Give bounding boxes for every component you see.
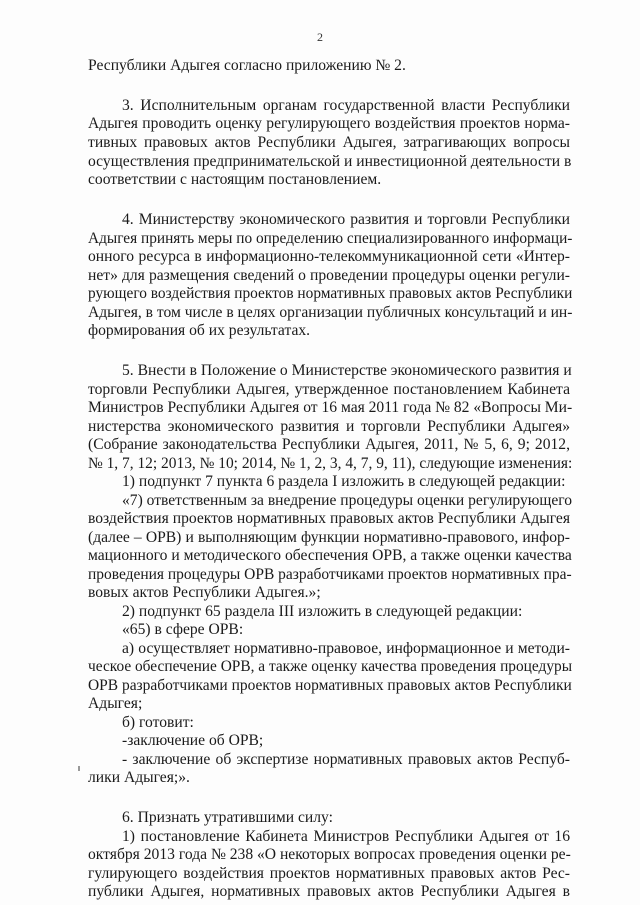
text-line: - заключение об экспертизе нормативных правовых актов Респуб-: [122, 751, 570, 768]
text-line: торговли Республики Адыгея, утвержденное постановлением Кабинета: [88, 381, 570, 398]
page-number: 2: [317, 30, 323, 44]
text-line: б) готовит:: [122, 714, 194, 731]
text-line: мационного и методического обеспечения ОРВ, а также оценки качества: [88, 547, 572, 564]
text-line: формирования об их результатах.: [88, 322, 311, 339]
text-line: проведения процедуры ОРВ разработчиками проектов нормативных пра-: [88, 566, 572, 583]
text-line: тивных правовых актов Республики Адыгея, затрагивающих вопросы: [88, 134, 570, 151]
text-line: рующего воздействия проектов нормативных правовых актов Республики: [88, 285, 573, 302]
text-line: Адыгея проводить оценку регулирующего воздействия проектов норма-: [88, 115, 570, 132]
text-line: нистерства экономического развития и торговли Республики Адыгея»: [88, 418, 570, 435]
text-line: гулирующего воздействия проектов нормативных правовых актов Рес-: [88, 865, 570, 882]
text-line: 1) постановление Кабинета Министров Республики Адыгея от 16: [122, 828, 570, 845]
text-line: 1) подпункт 7 пункта 6 раздела I изложить в следующей редакции:: [122, 473, 566, 490]
text-line: 3. Исполнительным органам государственной власти Республики: [122, 97, 570, 114]
text-line: публики Адыгея, нормативных правовых актов Республики Адыгея в: [88, 883, 570, 900]
text-line: Адыгея;: [88, 695, 143, 712]
text-line: лики Адыгея;».: [88, 769, 190, 786]
text-line: № 1, 7, 12; 2013, № 10; 2014, № 1, 2, 3, 4, 7, 9, 11), следующие изменения:: [88, 455, 573, 472]
text-line: «65) в сфере ОРВ:: [122, 621, 244, 638]
scan-speck: [78, 766, 80, 771]
text-line: октября 2013 года № 238 «О некоторых вопросах проведения оценки ре-: [88, 846, 571, 863]
text-line: Адыгея принять меры по определению специализированного информаци-: [88, 230, 573, 247]
text-line: а) осуществляет нормативно-правовое, информационное и методи-: [122, 640, 570, 657]
text-line: воздействия проектов нормативных правовых актов Республики Адыгея: [88, 510, 570, 527]
text-line: (далее – ОРВ) и выполняющим функции нормативно-правового, инфор-: [88, 529, 570, 546]
text-line: осуществления предпринимательской и инвестиционной деятельности в: [88, 153, 572, 170]
text-line: Республики Адыгея согласно приложению № 2.: [88, 57, 406, 74]
text-line: Адыгея, в том числе в целях организации публичных консультаций и ин-: [88, 304, 573, 321]
text-line: 6. Признать утратившими силу:: [122, 809, 333, 826]
text-line: вовых актов Республики Адыгея.»;: [88, 584, 321, 601]
text-line: 5. Внести в Положение о Министерстве экономического развития и: [122, 362, 572, 379]
text-line: 4. Министерству экономического развития и торговли Республики: [122, 211, 570, 228]
text-line: (Собрание законодательства Республики Адыгея, 2011, № 5, 6, 9; 2012,: [88, 436, 570, 453]
text-line: соответствии с настоящим постановлением.: [88, 171, 382, 188]
text-line: -заключение об ОРВ;: [122, 732, 264, 749]
text-line: ОРВ разработчиками проектов нормативных правовых актов Республики: [88, 677, 572, 694]
text-line: 2) подпункт 65 раздела III изложить в следующей редакции:: [122, 603, 523, 620]
text-line: ческое обеспечение ОРВ, а также оценку качества проведения процедуры: [88, 658, 573, 675]
text-line: нет» для размещения сведений о проведении процедуры оценки регули-: [88, 267, 570, 284]
text-line: Министров Республики Адыгея от 16 мая 2011 года № 82 «Вопросы Ми-: [88, 399, 573, 416]
text-line: «7) ответственным за внедрение процедуры оценки регулирующего: [122, 492, 573, 509]
text-line: онного ресурса в информационно-телекоммуникационной сети «Интер-: [88, 248, 570, 265]
